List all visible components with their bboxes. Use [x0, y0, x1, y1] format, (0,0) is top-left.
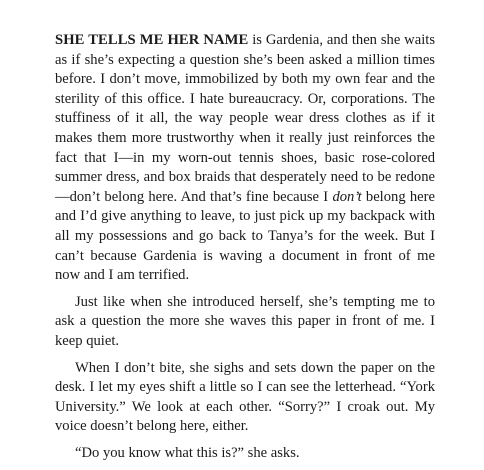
- paragraph-2: Just like when she introduced herself, she’s tempting me to ask a question the more she waves this paper in front of me. I keep quiet.: [55, 293, 435, 349]
- chapter-opening-lead: SHE TELLS ME HER NAME: [55, 32, 249, 48]
- paragraph-1-text-b: belong here and I’d give anything to leave, to just pick up my backpack with all my possessions and go back to Tanya’s for the week. But I can’t because Gardenia is waving a document in front of me now and I am terrified.: [55, 188, 435, 284]
- paragraph-4: “Do you know what this is?” she asks.: [75, 444, 300, 461]
- emphasized-word: don’t: [332, 188, 362, 205]
- paragraph-3: When I don’t bite, she sighs and sets down the paper on the desk. I let my eyes shift a little so I can see the letterhead. “York University.” We look at each other. “Sorry?” I croak out. My voice doesn’t belong here, either.: [55, 359, 435, 435]
- document-page: [55, 31, 435, 470]
- paragraph-1: [55, 31, 435, 286]
- paragraph-1-text-a: is Gardenia, and then she waits as if she’s expecting a question she’s been asked a million times before. I don’t move, immobilized by both my own fear and the sterility of this office. I hate bureaucracy. Or, corporations. The stuffiness of it all, the way people wear dress clothes as if it makes them more trustworthy when it really just reinforces the fact that I—in my worn-out tennis shoes, basic rose-colored summer dress, and box braids that desperately need to be redone—don’t belong here. And that’s fine because I: [55, 32, 435, 205]
